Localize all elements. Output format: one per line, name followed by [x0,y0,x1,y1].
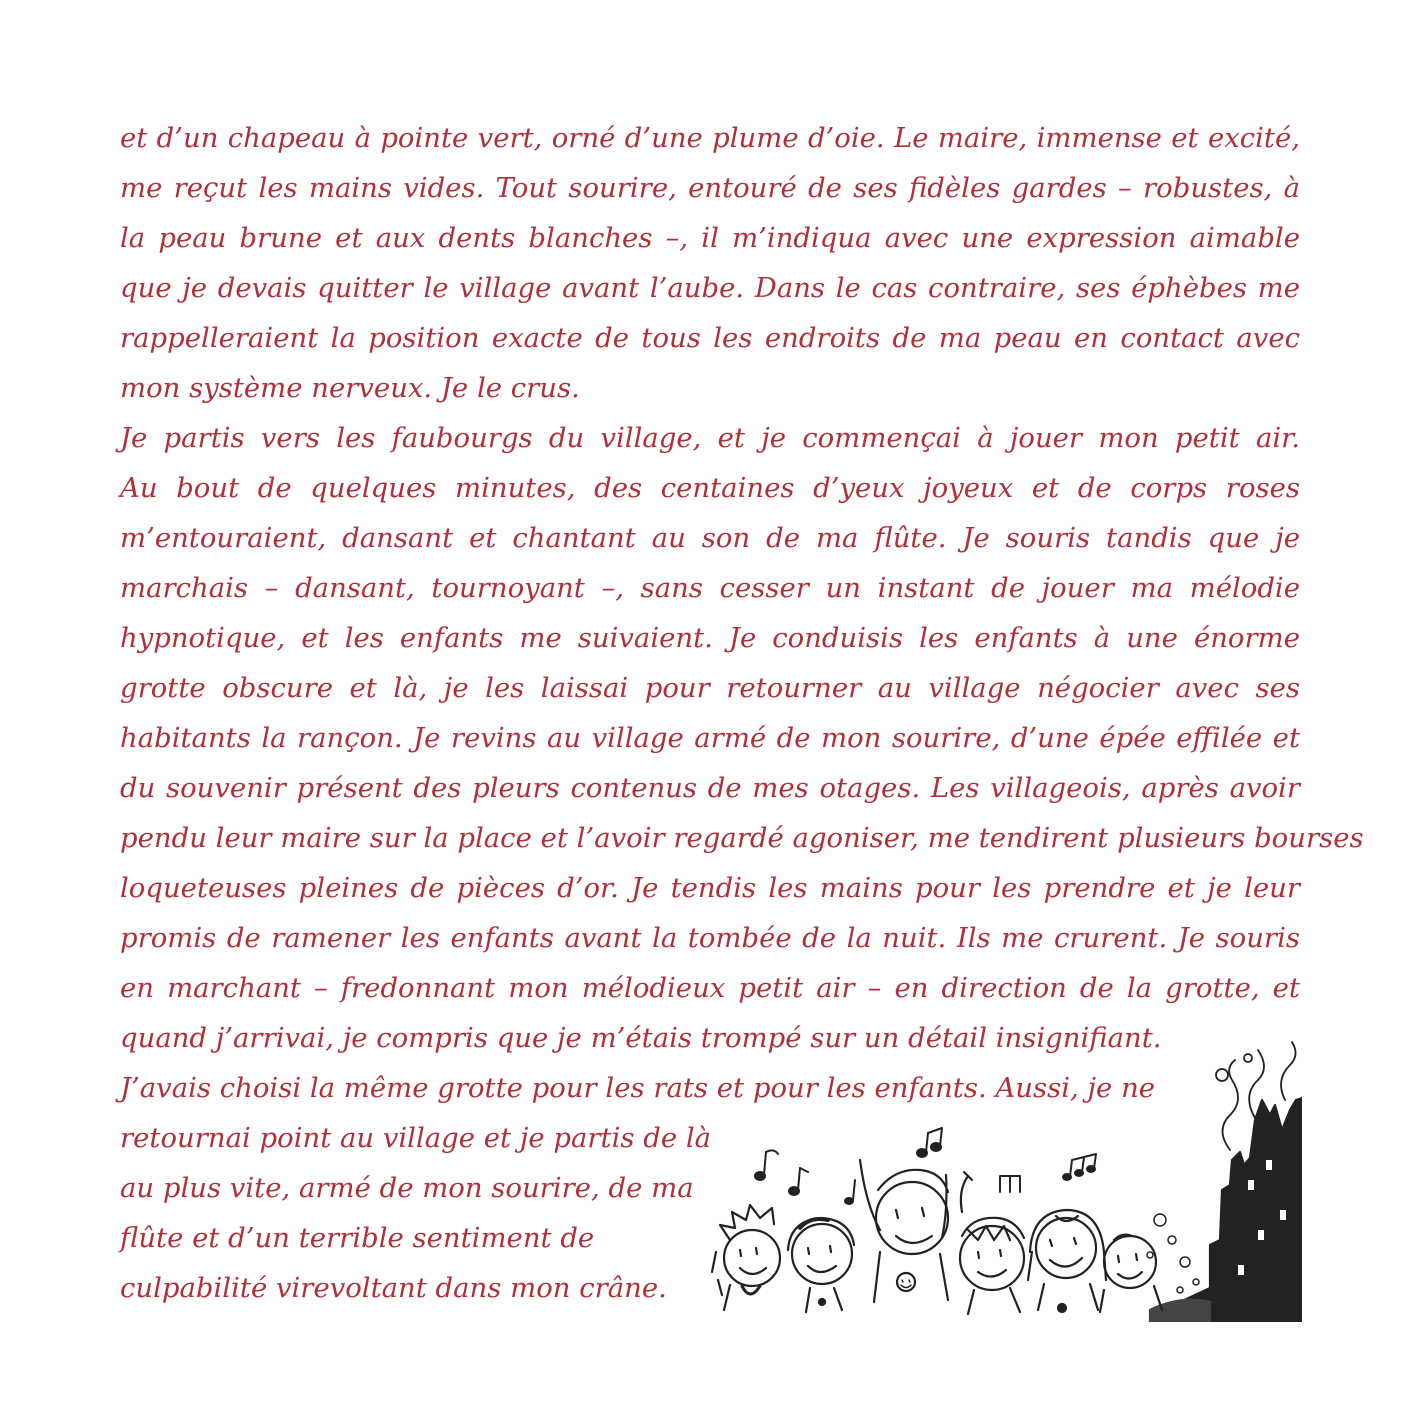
text-line: loqueteuses pleines de pièces d’or. Je tendis les mains pour les prendre et je leur [120,872,1300,904]
text-line: marchais – dansant, tournoyant –, sans cesser un instant de jouer ma mélodie [120,572,1300,604]
text-line: habitants la rançon. Je revins au village armé de mon sourire, d’une épée effilée et [120,722,1300,754]
text-line: que je devais quitter le village avant l’aube. Dans le cas contraire, ses éphèbes me [120,272,1300,304]
text-line: promis de ramener les enfants avant la tombée de la nuit. Ils me crurent. Je souris [120,922,1300,954]
text-line: Au bout de quelques minutes, des centaines d’yeux joyeux et de corps roses [120,472,1300,504]
text-line: culpabilité virevoltant dans mon crâne. [120,1272,667,1304]
child-face-icon [712,1205,780,1310]
text-line: au plus vite, armé de mon sourire, de ma [120,1172,694,1204]
text-line: pendu leur maire sur la place et l’avoir regardé agoniser, me tendirent plusieurs bourses [120,822,1364,854]
text-line: grotte obscure et là, je les laissai pour retourner au village négocier avec ses [120,672,1300,704]
text-line: me reçut les mains vides. Tout sourire, entouré de ses fidèles gardes – robustes, à [120,172,1300,204]
text-line: mon système nerveux. Je le crus. [120,372,580,404]
text-line: la peau brune et aux dents blanches –, il m’indiqua avec une expression aimable [120,222,1300,254]
child-face-icon [1028,1210,1106,1312]
child-face-icon [1100,1235,1162,1312]
text-line: et d’un chapeau à pointe vert, orné d’une plume d’oie. Le maire, immense et excité, [120,122,1300,154]
child-face-icon [960,1172,1024,1314]
text-line: m’entouraient, dansant et chantant au son de ma flûte. Je souris tandis que je [120,522,1300,554]
text-line: quand j’arrivai, je compris que je m’étais trompé sur un détail insignifiant. [120,1022,1162,1054]
child-face-icon [788,1218,854,1312]
text-line: flûte et d’un terrible sentiment de [120,1222,595,1254]
text-line: rappelleraient la position exacte de tous les endroits de ma peau en contact avec [120,322,1300,354]
text-line: en marchant – fredonnant mon mélodieux petit air – en direction de la grotte, et [120,972,1300,1004]
text-line: Je partis vers les faubourgs du village, et je commençai à jouer mon petit air. [120,422,1300,454]
text-line: J’avais choisi la même grotte pour les rats et pour les enfants. Aussi, je ne [120,1072,1156,1104]
castle-icon [1150,1098,1302,1322]
text-line: du souvenir présent des pleurs contenus de mes otages. Les villageois, après avoir [120,772,1300,804]
child-face-icon [860,1160,948,1302]
text-line: retournai point au village et je partis de là [120,1122,712,1154]
music-notes-icon [755,1128,1096,1204]
text-line: hypnotique, et les enfants me suivaient. Je conduisis les enfants à une énorme [120,622,1300,654]
children-dancing-illustration [710,1040,1302,1322]
